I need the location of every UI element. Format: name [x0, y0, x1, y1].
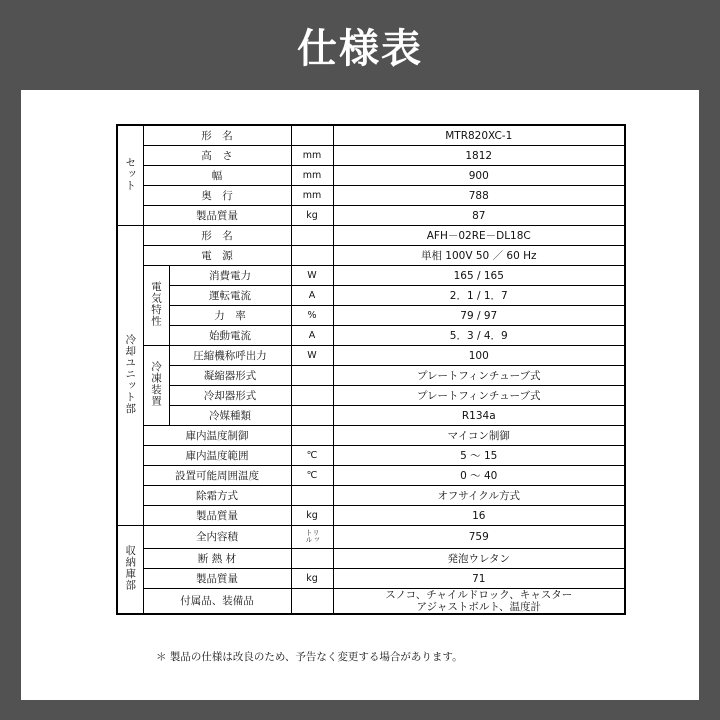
table-row	[117, 589, 625, 615]
section-storage: 収納庫部	[117, 526, 143, 615]
table-row	[117, 326, 625, 346]
row-value: 900	[333, 166, 625, 186]
table-row	[117, 386, 625, 406]
row-unit: W	[291, 346, 333, 366]
row-unit: ℃	[291, 466, 333, 486]
section-set: セット	[117, 125, 143, 226]
row-value: 788	[333, 186, 625, 206]
row-value: MTR820XC-1	[333, 125, 625, 146]
spec-table	[116, 124, 626, 615]
row-label: 付属品、装備品	[143, 589, 291, 615]
row-value: 16	[333, 506, 625, 526]
row-unit: kg	[291, 206, 333, 226]
row-label: 運転電流	[169, 286, 291, 306]
row-label: 設置可能周囲温度	[143, 466, 291, 486]
row-unit	[291, 486, 333, 506]
row-value: 759	[333, 526, 625, 549]
table-row	[117, 226, 625, 246]
row-label: 製品質量	[143, 506, 291, 526]
header-bar	[0, 0, 720, 90]
table-row	[117, 406, 625, 426]
row-label: 庫内温度制御	[143, 426, 291, 446]
row-value: R134a	[333, 406, 625, 426]
row-label: 製品質量	[143, 206, 291, 226]
row-value: 0 ～ 40	[333, 466, 625, 486]
row-label: 庫内温度範囲	[143, 446, 291, 466]
row-label: 電 源	[143, 246, 291, 266]
page-title: 仕様表	[297, 25, 423, 72]
footnote: ＊ 製品の仕様は改良のため、予告なく変更する場合があります。	[156, 651, 463, 663]
row-unit: リットル	[291, 526, 333, 549]
table-row	[117, 306, 625, 326]
row-value: 5．3 / 4．9	[333, 326, 625, 346]
row-value: オフサイクル方式	[333, 486, 625, 506]
subgroup-electrical: 電気特性	[143, 266, 169, 346]
row-unit: mm	[291, 166, 333, 186]
row-unit: mm	[291, 186, 333, 206]
row-value: 発泡ウレタン	[333, 549, 625, 569]
table-row	[117, 346, 625, 366]
row-label: 幅	[143, 166, 291, 186]
row-label: 力 率	[169, 306, 291, 326]
row-unit	[291, 246, 333, 266]
row-label: 形 名	[143, 226, 291, 246]
section-cooling-unit: 冷却ユニット部	[117, 226, 143, 526]
row-label: 除霜方式	[143, 486, 291, 506]
row-value: 単相 100V 50 ／ 60 Hz	[333, 246, 625, 266]
row-value: 1812	[333, 146, 625, 166]
table-row	[117, 466, 625, 486]
table-row	[117, 366, 625, 386]
row-value: 71	[333, 569, 625, 589]
row-label: 凝縮器形式	[169, 366, 291, 386]
table-row	[117, 206, 625, 226]
row-unit	[291, 549, 333, 569]
row-label: 圧縮機称呼出力	[169, 346, 291, 366]
row-unit	[291, 386, 333, 406]
table-row	[117, 125, 625, 146]
table-row	[117, 526, 625, 549]
subgroup-refrigeration: 冷凍装置	[143, 346, 169, 426]
spec-panel	[21, 90, 699, 700]
row-label: 全内容積	[143, 526, 291, 549]
row-unit: kg	[291, 569, 333, 589]
row-value: 5 ～ 15	[333, 446, 625, 466]
row-label: 冷媒種類	[169, 406, 291, 426]
table-row	[117, 146, 625, 166]
row-value: プレートフィンチューブ式	[333, 366, 625, 386]
row-unit: W	[291, 266, 333, 286]
row-label: 高 さ	[143, 146, 291, 166]
row-value: 79 / 97	[333, 306, 625, 326]
row-label: 形 名	[143, 125, 291, 146]
accessories-line-1: スノコ、チャイルドロック、キャスター	[385, 589, 573, 601]
accessories-line-2: アジャストボルト、温度計	[416, 601, 541, 613]
row-unit: %	[291, 306, 333, 326]
table-row	[117, 166, 625, 186]
row-unit: A	[291, 326, 333, 346]
row-unit	[291, 406, 333, 426]
row-value: 100	[333, 346, 625, 366]
table-row	[117, 186, 625, 206]
table-row	[117, 426, 625, 446]
table-row	[117, 246, 625, 266]
row-value: プレートフィンチューブ式	[333, 386, 625, 406]
row-unit: ℃	[291, 446, 333, 466]
row-label: 冷却器形式	[169, 386, 291, 406]
row-value: マイコン制御	[333, 426, 625, 446]
row-label: 始動電流	[169, 326, 291, 346]
row-value	[333, 589, 625, 615]
table-row	[117, 506, 625, 526]
row-unit: mm	[291, 146, 333, 166]
row-label: 消費電力	[169, 266, 291, 286]
row-unit	[291, 426, 333, 446]
row-value: 165 / 165	[333, 266, 625, 286]
row-unit	[291, 125, 333, 146]
table-row	[117, 569, 625, 589]
row-unit	[291, 226, 333, 246]
table-row	[117, 266, 625, 286]
row-unit	[291, 589, 333, 615]
row-label: 製品質量	[143, 569, 291, 589]
table-row	[117, 549, 625, 569]
row-unit: kg	[291, 506, 333, 526]
table-row	[117, 286, 625, 306]
table-row	[117, 446, 625, 466]
row-label: 奥 行	[143, 186, 291, 206]
table-row	[117, 486, 625, 506]
row-unit: A	[291, 286, 333, 306]
row-value: 87	[333, 206, 625, 226]
row-unit	[291, 366, 333, 386]
row-label: 断 熱 材	[143, 549, 291, 569]
row-value: 2．1 / 1．7	[333, 286, 625, 306]
row-value: AFH－02RE－DL18C	[333, 226, 625, 246]
